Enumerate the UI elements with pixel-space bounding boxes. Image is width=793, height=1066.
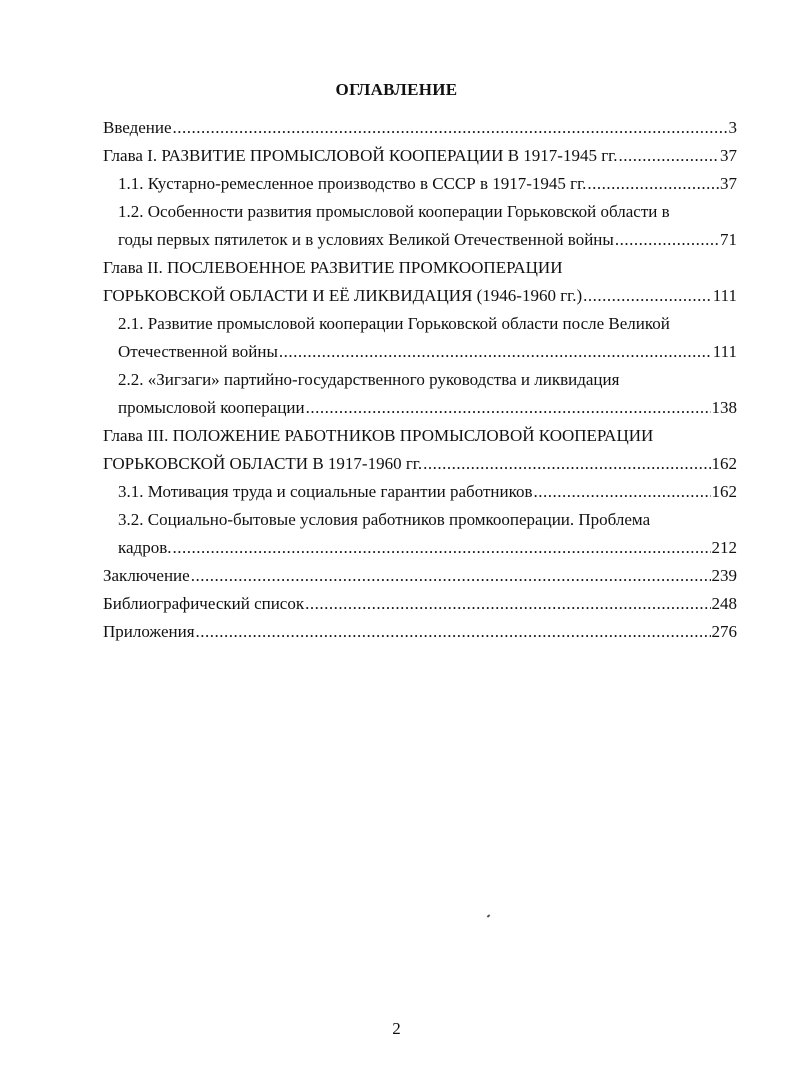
dot-leader <box>423 450 710 478</box>
toc-title: ОГЛАВЛЕНИЕ <box>335 80 458 99</box>
page-number: 2 <box>392 1019 401 1038</box>
toc-entry-text: 1.2. Особенности развития промысловой кооперации Горьковской области в <box>118 202 670 221</box>
toc-entry-text: Приложения <box>103 622 195 641</box>
toc-page-number: 37 <box>720 146 737 165</box>
toc-page-number: 212 <box>711 538 737 557</box>
dot-leader <box>618 142 719 170</box>
toc-entry-text: 1.1. Кустарно-ремесленное производство в СССР в 1917-1945 гг. <box>118 174 587 193</box>
toc-entry-text: Библиографический список <box>103 594 305 613</box>
dot-leader <box>587 170 719 198</box>
toc-entry-text: Глава I. РАЗВИТИЕ ПРОМЫСЛОВОЙ КООПЕРАЦИИ В 1917-1945 гг. <box>103 146 618 165</box>
toc-entry-introduction[interactable] <box>103 114 737 142</box>
toc-entry-conclusion[interactable] <box>103 562 737 590</box>
toc-entry-bibliography[interactable] <box>103 590 737 618</box>
toc-entry-text: ГОРЬКОВСКОЙ ОБЛАСТИ И ЕЁ ЛИКВИДАЦИЯ (1946-1960 гг.) <box>103 286 583 305</box>
toc-page-number: 276 <box>711 622 737 641</box>
toc-entry-text: 2.2. «Зигзаги» партийно-государственного руководства и ликвидация <box>118 370 620 389</box>
toc-entry-text: Глава III. ПОЛОЖЕНИЕ РАБОТНИКОВ ПРОМЫСЛОВОЙ КООПЕРАЦИИ <box>103 426 654 445</box>
scan-speck <box>487 914 491 917</box>
toc-entry-text: Заключение <box>103 566 190 585</box>
toc-entry-appendices[interactable] <box>103 618 737 646</box>
toc-entry-section-1-2[interactable] <box>103 198 737 254</box>
dot-leader <box>279 338 712 366</box>
toc-page-number: 239 <box>711 566 737 585</box>
dot-leader <box>615 226 719 254</box>
toc-entry-chapter-3[interactable] <box>103 422 737 478</box>
toc-entry-text: 3.2. Социально-бытовые условия работников промкооперации. Проблема <box>118 510 651 529</box>
toc-page-number: 37 <box>720 174 737 193</box>
toc-entry-chapter-2[interactable] <box>103 254 737 310</box>
toc-page-number: 111 <box>712 286 737 305</box>
dot-leader <box>173 114 728 142</box>
dot-leader <box>583 282 712 310</box>
toc-entry-text: 3.1. Мотивация труда и социальные гарантии работников <box>118 482 533 501</box>
toc-entry-text: ГОРЬКОВСКОЙ ОБЛАСТИ В 1917-1960 гг. <box>103 454 423 473</box>
toc-entry-chapter-1[interactable] <box>103 142 737 170</box>
toc-page-number: 111 <box>712 342 737 361</box>
toc-entry-text: Введение <box>103 118 172 137</box>
toc-entry-text: 2.1. Развитие промысловой кооперации Горьковской области после Великой <box>118 314 670 333</box>
table-of-contents <box>103 114 737 646</box>
toc-entry-section-2-1[interactable] <box>103 310 737 366</box>
toc-page-number: 248 <box>711 594 737 613</box>
toc-entry-text: Глава II. ПОСЛЕВОЕННОЕ РАЗВИТИЕ ПРОМКООПЕРАЦИИ <box>103 258 563 277</box>
dot-leader <box>534 478 711 506</box>
toc-page-number: 162 <box>711 454 737 473</box>
toc-entry-text: кадров. <box>118 538 172 557</box>
dot-leader <box>196 618 711 646</box>
dot-leader <box>191 562 711 590</box>
toc-entry-section-2-2[interactable] <box>103 366 737 422</box>
toc-entry-section-1-1[interactable] <box>103 170 737 198</box>
toc-page-number: 3 <box>728 118 737 137</box>
dot-leader <box>305 590 710 618</box>
toc-page-number: 138 <box>711 398 737 417</box>
toc-entry-section-3-1[interactable] <box>103 478 737 506</box>
toc-entry-section-3-2[interactable] <box>103 506 737 562</box>
toc-page-number: 71 <box>720 230 737 249</box>
toc-page-number: 162 <box>711 482 737 501</box>
dot-leader <box>172 534 710 562</box>
toc-entry-text: промысловой кооперации <box>118 398 305 417</box>
toc-entry-text: Отечественной войны <box>118 342 278 361</box>
dot-leader <box>306 394 711 422</box>
toc-entry-text: годы первых пятилеток и в условиях Великой Отечественной войны <box>118 230 614 249</box>
